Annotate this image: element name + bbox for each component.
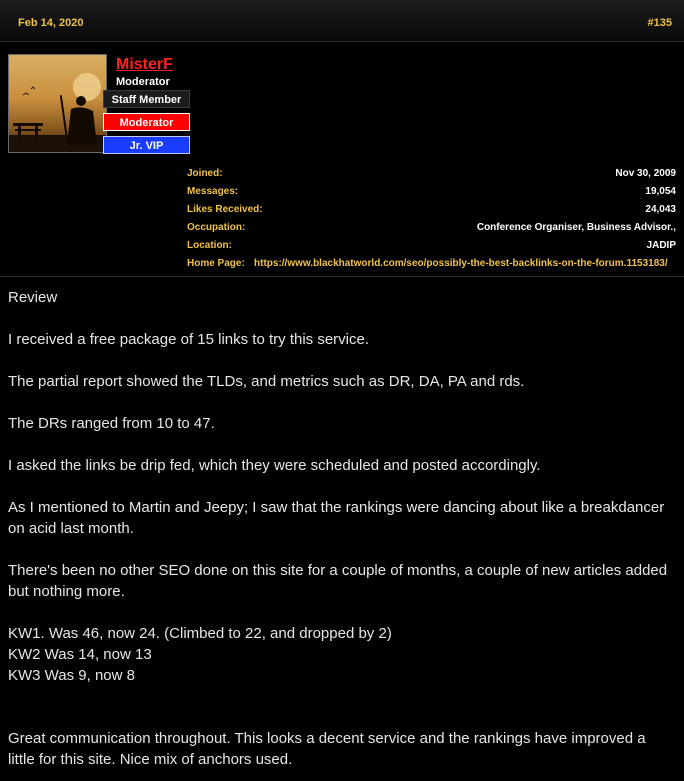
staff-member-banner: Staff Member <box>103 90 190 108</box>
post-text-kw3: KW3 Was 9, now 8 <box>8 667 135 684</box>
occupation-value: Conference Organiser, Business Advisor., <box>476 222 676 233</box>
user-info-joined <box>187 168 676 186</box>
likes-received-value: 24,043 <box>645 204 676 215</box>
moderator-banner: Moderator <box>103 113 190 131</box>
location-label: Location: <box>187 240 232 251</box>
location-value: JADIP <box>646 240 676 251</box>
post-text-paragraph: The partial report showed the TLDs, and metrics such as DR, DA, PA and rds. <box>8 373 525 390</box>
username-link[interactable]: MisterF <box>116 56 173 73</box>
post-text-kw2: KW2 Was 14, now 13 <box>8 646 152 663</box>
jr-vip-banner: Jr. VIP <box>103 136 190 154</box>
post-text-paragraph: Great communication throughout. This looks a decent service and the rankings have improved a little for this site. Nice mix of anchors used. <box>8 730 646 768</box>
post-text-review: Review <box>8 289 58 306</box>
joined-value: Nov 30, 2009 <box>615 168 676 179</box>
post-text-paragraph: The DRs ranged from 10 to 47. <box>8 415 215 432</box>
user-avatar[interactable] <box>8 54 107 153</box>
messages-value: 19,054 <box>645 186 676 197</box>
joined-label: Joined: <box>187 168 223 179</box>
post-date: Feb 14, 2020 <box>18 17 84 29</box>
post-text-kw1: KW1. Was 46, now 24. (Climbed to 22, and dropped by 2) <box>8 625 392 642</box>
post-permalink-number[interactable]: #135 <box>647 17 672 29</box>
occupation-label: Occupation: <box>187 222 246 233</box>
post-divider <box>0 276 684 277</box>
user-info-location <box>187 240 676 258</box>
user-info-homepage <box>187 258 676 276</box>
user-info-occupation <box>187 222 676 240</box>
user-info-messages <box>187 186 676 204</box>
user-title: Moderator <box>116 76 170 88</box>
post-text-paragraph: I received a free package of 15 links to try this service. <box>8 331 370 348</box>
post-text-paragraph: I asked the links be drip fed, which they were scheduled and posted accordingly. <box>8 457 541 474</box>
homepage-label: Home Page: <box>187 258 245 269</box>
post-header <box>0 0 684 42</box>
likes-received-label: Likes Received: <box>187 204 263 215</box>
post-text-paragraph: There's been no other SEO done on this site for a couple of months, a couple of new articles added but nothing more. <box>8 562 668 600</box>
user-info-likes <box>187 204 676 222</box>
homepage-link[interactable]: https://www.blackhatworld.com/seo/possibly-the-best-backlinks-on-the-forum.1153183/ <box>254 258 668 269</box>
silhouette-sunset-avatar-icon <box>9 55 106 152</box>
post-text-paragraph: As I mentioned to Martin and Jeepy; I saw that the rankings were dancing about like a breakdancer on acid last month. <box>8 499 665 537</box>
messages-label: Messages: <box>187 186 239 197</box>
